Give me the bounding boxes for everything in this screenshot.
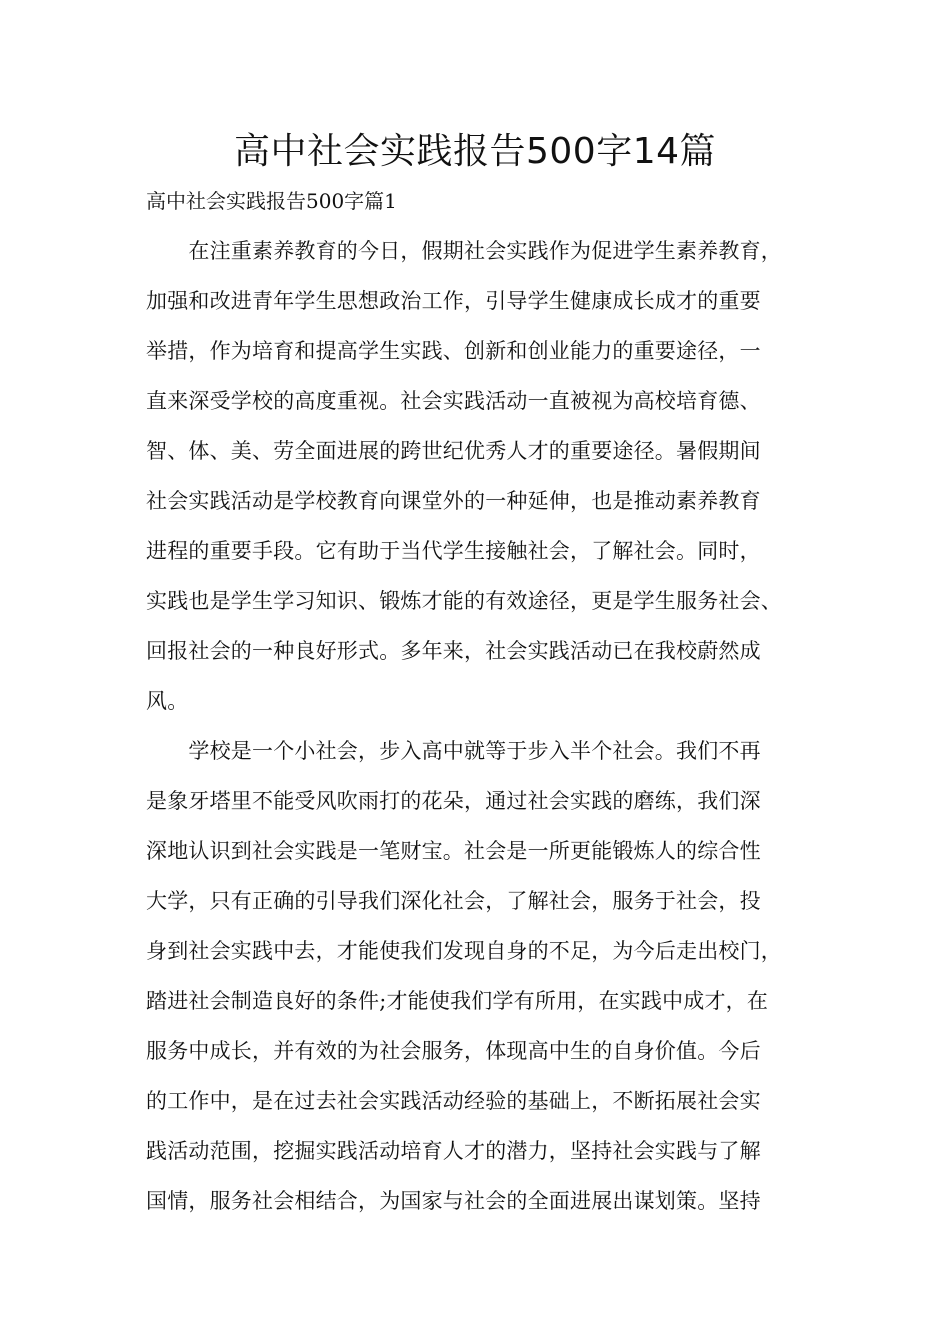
body-line: 加强和改进青年学生思想政治工作，引导学生健康成长成才的重要 (146, 289, 761, 313)
body-line: 直来深受学校的高度重视。社会实践活动一直被视为高校培育德、 (146, 389, 761, 413)
body-line: 智、体、美、劳全面进展的跨世纪优秀人才的重要途径。暑假期间 (146, 439, 761, 463)
body-line: 大学，只有正确的引导我们深化社会，了解社会，服务于社会，投 (146, 889, 761, 913)
body-line: 国情，服务社会相结合，为国家与社会的全面进展出谋划策。坚持 (146, 1189, 761, 1213)
body-line: 学校是一个小社会，步入高中就等于步入半个社会。我们不再 (146, 739, 761, 763)
section-heading: 高中社会实践报告500字篇1 (146, 189, 397, 213)
body-line: 风。 (146, 689, 189, 713)
body-line: 是象牙塔里不能受风吹雨打的花朵，通过社会实践的磨练，我们深 (146, 789, 761, 813)
body-line: 在注重素养教育的今日，假期社会实践作为促进学生素养教育， (146, 239, 782, 263)
body-line: 实践也是学生学习知识、锻炼才能的有效途径，更是学生服务社会、 (146, 589, 782, 613)
body-line: 踏进社会制造良好的条件;才能使我们学有所用，在实践中成才，在 (146, 989, 769, 1013)
body-line: 践活动范围，挖掘实践活动培育人才的潜力，坚持社会实践与了解 (146, 1139, 761, 1163)
body-line: 的工作中，是在过去社会实践活动经验的基础上，不断拓展社会实 (146, 1089, 761, 1113)
body-line: 回报社会的一种良好形式。多年来，社会实践活动已在我校蔚然成 (146, 639, 761, 663)
body-line: 举措，作为培育和提高学生实践、创新和创业能力的重要途径，一 (146, 339, 761, 363)
body-line: 服务中成长，并有效的为社会服务，体现高中生的自身价值。今后 (146, 1039, 761, 1063)
body-line: 社会实践活动是学校教育向课堂外的一种延伸，也是推动素养教育 (146, 489, 761, 513)
body-line: 深地认识到社会实践是一笔财宝。社会是一所更能锻炼人的综合性 (146, 839, 761, 863)
document-title: 高中社会实践报告500字14篇 (233, 131, 717, 172)
body-line: 进程的重要手段。它有助于当代学生接触社会，了解社会。同时， (146, 539, 761, 563)
body-line: 身到社会实践中去，才能使我们发现自身的不足，为今后走出校门， (146, 939, 782, 963)
